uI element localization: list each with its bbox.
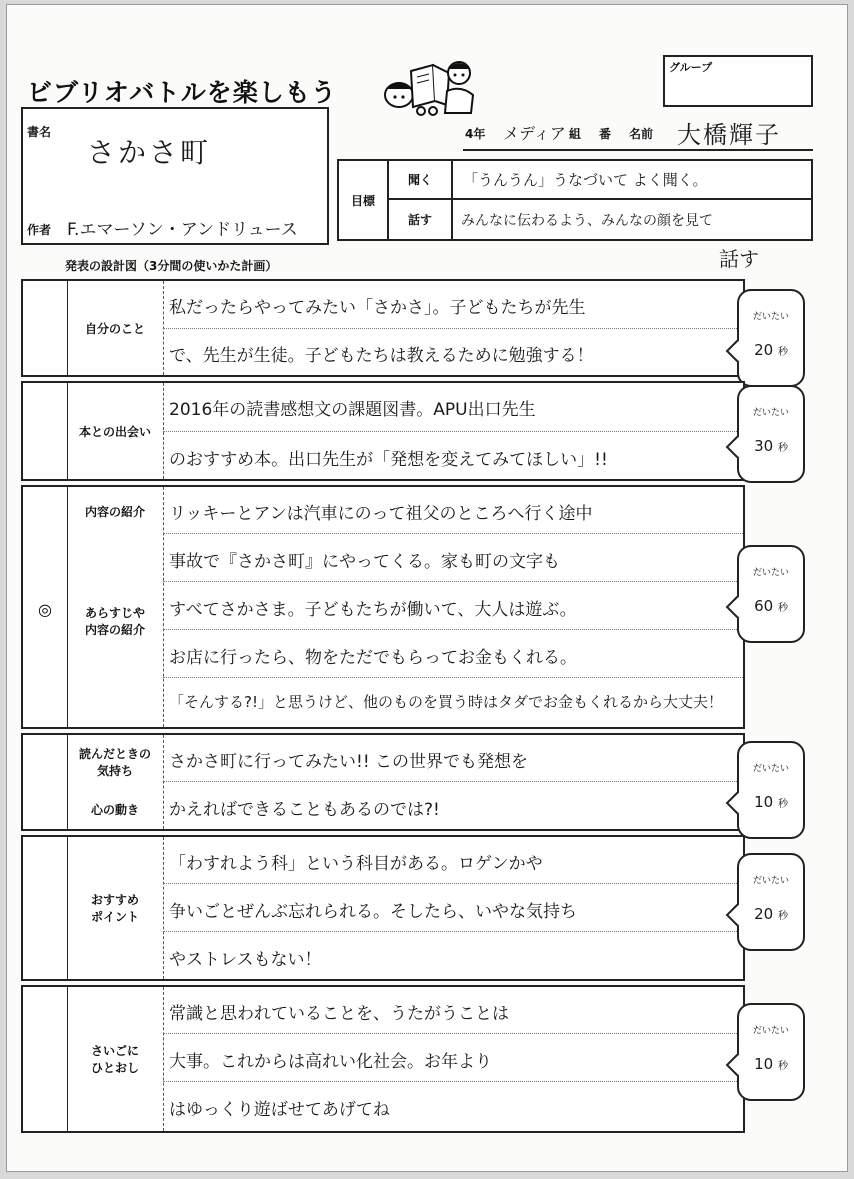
time-seconds: 60 <box>754 597 774 615</box>
seconds-unit: 秒 <box>777 1061 788 1072</box>
time-bubble-label: だいたい <box>752 568 789 578</box>
section-text-line: すべてさかさま。子どもたちが働いて、大人は遊ぶ。 <box>169 600 577 620</box>
time-seconds: 20 <box>754 905 774 923</box>
book-title-label: 書名 <box>27 125 52 139</box>
worksheet-title: ビブリオバトルを楽しもう <box>27 78 337 107</box>
time-bubble <box>737 853 805 951</box>
worksheet-page <box>6 4 848 1172</box>
reading-children-illustration <box>377 51 477 117</box>
seconds-unit: 秒 <box>777 799 788 810</box>
book-title-value: さかさ町 <box>87 136 212 169</box>
section-label: 本との出会い <box>78 424 151 439</box>
author-value: F.エマーソン・アンドリュース <box>67 220 298 240</box>
time-bubble-label: だいたい <box>752 1026 789 1036</box>
section-recommend <box>21 835 745 981</box>
section-label: さいごに <box>90 1044 139 1058</box>
section-label: 心の動き <box>90 803 139 817</box>
goals-box <box>337 159 813 241</box>
section-content <box>21 485 745 729</box>
time-bubble-label: だいたい <box>752 764 789 774</box>
section-label: 内容の紹介 <box>84 623 145 637</box>
name-label: 名前 <box>629 127 654 141</box>
speak-label: 話す <box>407 213 432 227</box>
time-seconds: 20 <box>754 341 774 359</box>
section-final-push <box>21 985 745 1133</box>
class-suffix-label: 組 <box>569 127 582 141</box>
time-bubble <box>737 289 805 387</box>
seconds-unit: 秒 <box>777 347 788 358</box>
section-text-line: 争いごとぜんぶ忘れられる。そしたら、いやな気持ち <box>169 902 577 922</box>
section-text-line: 大事。これからは高れい化社会。お年より <box>169 1052 492 1072</box>
time-seconds: 10 <box>754 793 774 811</box>
section-text-line: はゆっくり遊ばせてあげてね <box>169 1100 390 1120</box>
goals-label: 目標 <box>350 193 375 208</box>
name-value: 大橋輝子 <box>677 121 781 149</box>
section-text-line: 「そんする?!」と思うけど、他のものを買う時はタダでお金もくれるから大丈夫！ <box>169 693 723 711</box>
section-label: 読んだときの <box>78 747 151 761</box>
section-label: あらすじや <box>84 606 145 620</box>
speak-goal-value: みんなに伝わるよう、みんなの顔を見て <box>461 213 713 229</box>
section-feelings <box>21 733 745 831</box>
speak-goal-continuation: 話す <box>719 247 759 271</box>
section-text-line: お店に行ったら、物をただでもらってお金もくれる。 <box>169 648 577 668</box>
group-box <box>663 55 813 107</box>
section-label: ポイント <box>90 910 139 924</box>
listen-goal-value: 「うんうん」うなづいて よく聞く。 <box>463 171 708 189</box>
time-bubble <box>737 1003 805 1101</box>
group-label: グループ <box>669 61 713 74</box>
section-text-line: さかさ町に行ってみたい!! この世界でも発想を <box>169 752 529 772</box>
time-bubble <box>737 741 805 839</box>
plan-heading: 発表の設計図（3分間の使いかた計画） <box>65 259 278 273</box>
section-text-line: 私だったらやってみたい「さかさ」。子どもたちが先生 <box>169 298 586 318</box>
section-text-line: のおすすめ本。出口先生が「発想を変えてみてほしい」!! <box>169 450 608 470</box>
time-seconds: 30 <box>754 437 774 455</box>
section-self <box>21 279 745 377</box>
seconds-unit: 秒 <box>777 603 788 614</box>
listen-label: 聞く <box>407 173 432 187</box>
section-text-line: 常識と思われていることを、うたがうことは <box>169 1004 509 1024</box>
section-encounter <box>21 381 745 481</box>
section-label: 内容の紹介 <box>84 505 145 519</box>
section-label: 自分のこと <box>84 321 145 336</box>
book-info-box <box>21 107 329 245</box>
seconds-unit: 秒 <box>777 443 788 454</box>
section-label: ひとおし <box>90 1061 139 1075</box>
section-label: おすすめ <box>90 893 140 907</box>
number-label: 番 <box>599 127 612 141</box>
time-bubble-label: だいたい <box>752 312 789 322</box>
section-text-line: 「わすれよう科」という科目がある。ロゲンかや <box>169 854 543 874</box>
time-bubble-label: だいたい <box>752 408 789 418</box>
section-text-line: やストレスもない！ <box>169 950 322 970</box>
section-text-line: リッキーとアンは汽車にのって祖父のところへ行く途中 <box>169 504 593 524</box>
section-text-line: で、先生が生徒。子どもたちは教えるために勉強する！ <box>169 346 594 366</box>
time-bubble-label: だいたい <box>752 876 789 886</box>
author-label: 作者 <box>27 223 52 237</box>
student-info-line <box>463 115 813 151</box>
main-section-mark-icon: ◎ <box>38 599 52 619</box>
time-bubble <box>737 545 805 643</box>
time-bubble <box>737 385 805 483</box>
section-text-line: 事故で『さかさ町』にやってくる。家も町の文字も <box>169 552 560 572</box>
seconds-unit: 秒 <box>777 911 788 922</box>
grade-label: 4年 <box>465 127 486 141</box>
section-label: 気持ち <box>96 764 133 778</box>
section-text-line: かえればできることもあるのでは?! <box>169 800 440 820</box>
section-text-line: 2016年の読書感想文の課題図書。APU出口先生 <box>169 400 536 420</box>
class-value: メディア <box>503 124 566 143</box>
time-seconds: 10 <box>754 1055 774 1073</box>
